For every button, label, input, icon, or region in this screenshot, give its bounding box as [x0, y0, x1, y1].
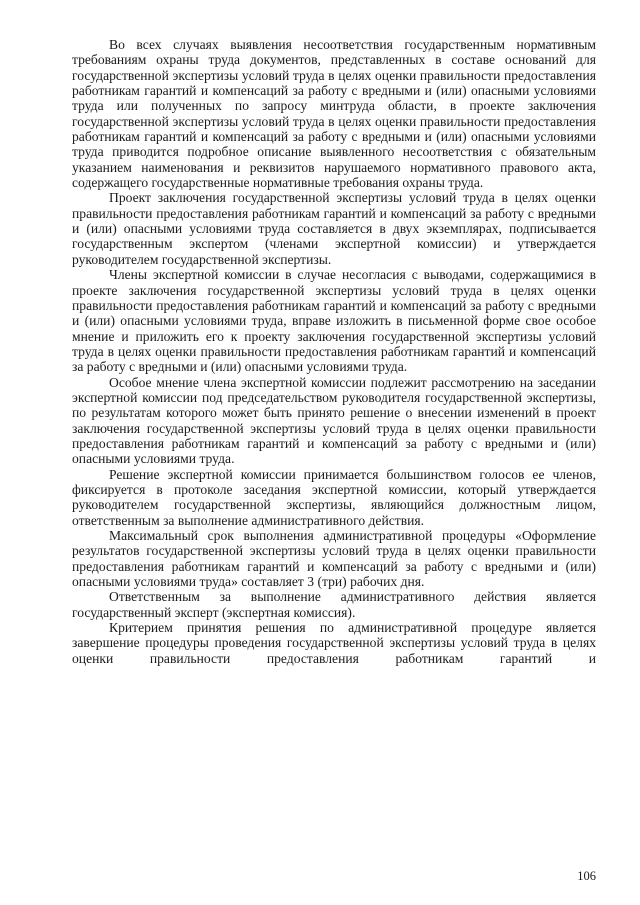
page-number: 106: [577, 869, 596, 883]
paragraph: Решение экспертной комиссии принимается большинством голосов ее членов, фиксируется в протоколе заседания экспертной комиссии, который утверждается руководителем государственной экспертизы, являющийся должностным лицом, ответственным за выполнение административного действия.: [72, 466, 596, 528]
paragraph: Ответственным за выполнение административного действия является государственный эксперт (экспертная комиссия).: [72, 589, 596, 620]
paragraph: Максимальный срок выполнения административной процедуры «Оформление результатов государственной экспертизы условий труда в целях оценки правильности предоставления работникам гарантий и компенсаций за работу с вредными и (или) опасными условиями труда» составляет 3 (три) рабочих дня.: [72, 528, 596, 590]
document-body: [72, 37, 596, 666]
paragraph: Проект заключения государственной экспертизы условий труда в целях оценки правильности предоставления работникам гарантий и компенсаций за работу с вредными и (или) опасными условиями труда составляется в двух экземплярах, подписывается государственным экспертом (членами экспертной комиссии) и утверждается руководителем государственной экспертизы.: [72, 190, 596, 267]
paragraph-continued: Критерием принятия решения по административной процедуре является завершение процедуры проведения государственной экспертизы условий труда в целях оценки правильности предоставления работникам гарантий и: [72, 620, 596, 666]
paragraph: Особое мнение члена экспертной комиссии подлежит рассмотрению на заседании экспертной комиссии под председательством руководителя государственной экспертизы, по результатам которого может быть принято решение о внесении изменений в проект заключения государственной экспертизы условий труда в целях оценки правильности предоставления работникам гарантий и компенсаций за работу с вредными и (или) опасными условиями труда.: [72, 374, 596, 467]
paragraph: Во всех случаях выявления несоответствия государственным нормативным требованиям охраны труда документов, представленных в составе оснований для государственной экспертизы условий труда в целях оценки правильности предоставления работникам гарантий и компенсаций за работу с вредными и (или) опасными условиями труда или полученных по запросу минтруда области, в проекте заключения государственной экспертизы условий труда в целях оценки правильности предоставления работникам гарантий и компенсаций за работу с вредными и (или) опасными условиями труда приводится подробное описание выявленного несоответствия с обязательным указанием наименования и реквизитов нарушаемого нормативного правового акта, содержащего государственные нормативные требования охраны труда.: [72, 37, 596, 191]
paragraph: Члены экспертной комиссии в случае несогласия с выводами, содержащимися в проекте заключения государственной экспертизы условий труда в целях оценки правильности предоставления работникам гарантий и компенсаций за работу с вредными и (или) опасными условиями труда, вправе изложить в письменной форме свое особое мнение и приложить его к проекту заключения государственной экспертизы условий труда в целях оценки правильности предоставления работникам гарантий и компенсаций за работу с вредными и (или) опасными условиями труда.: [72, 267, 596, 375]
